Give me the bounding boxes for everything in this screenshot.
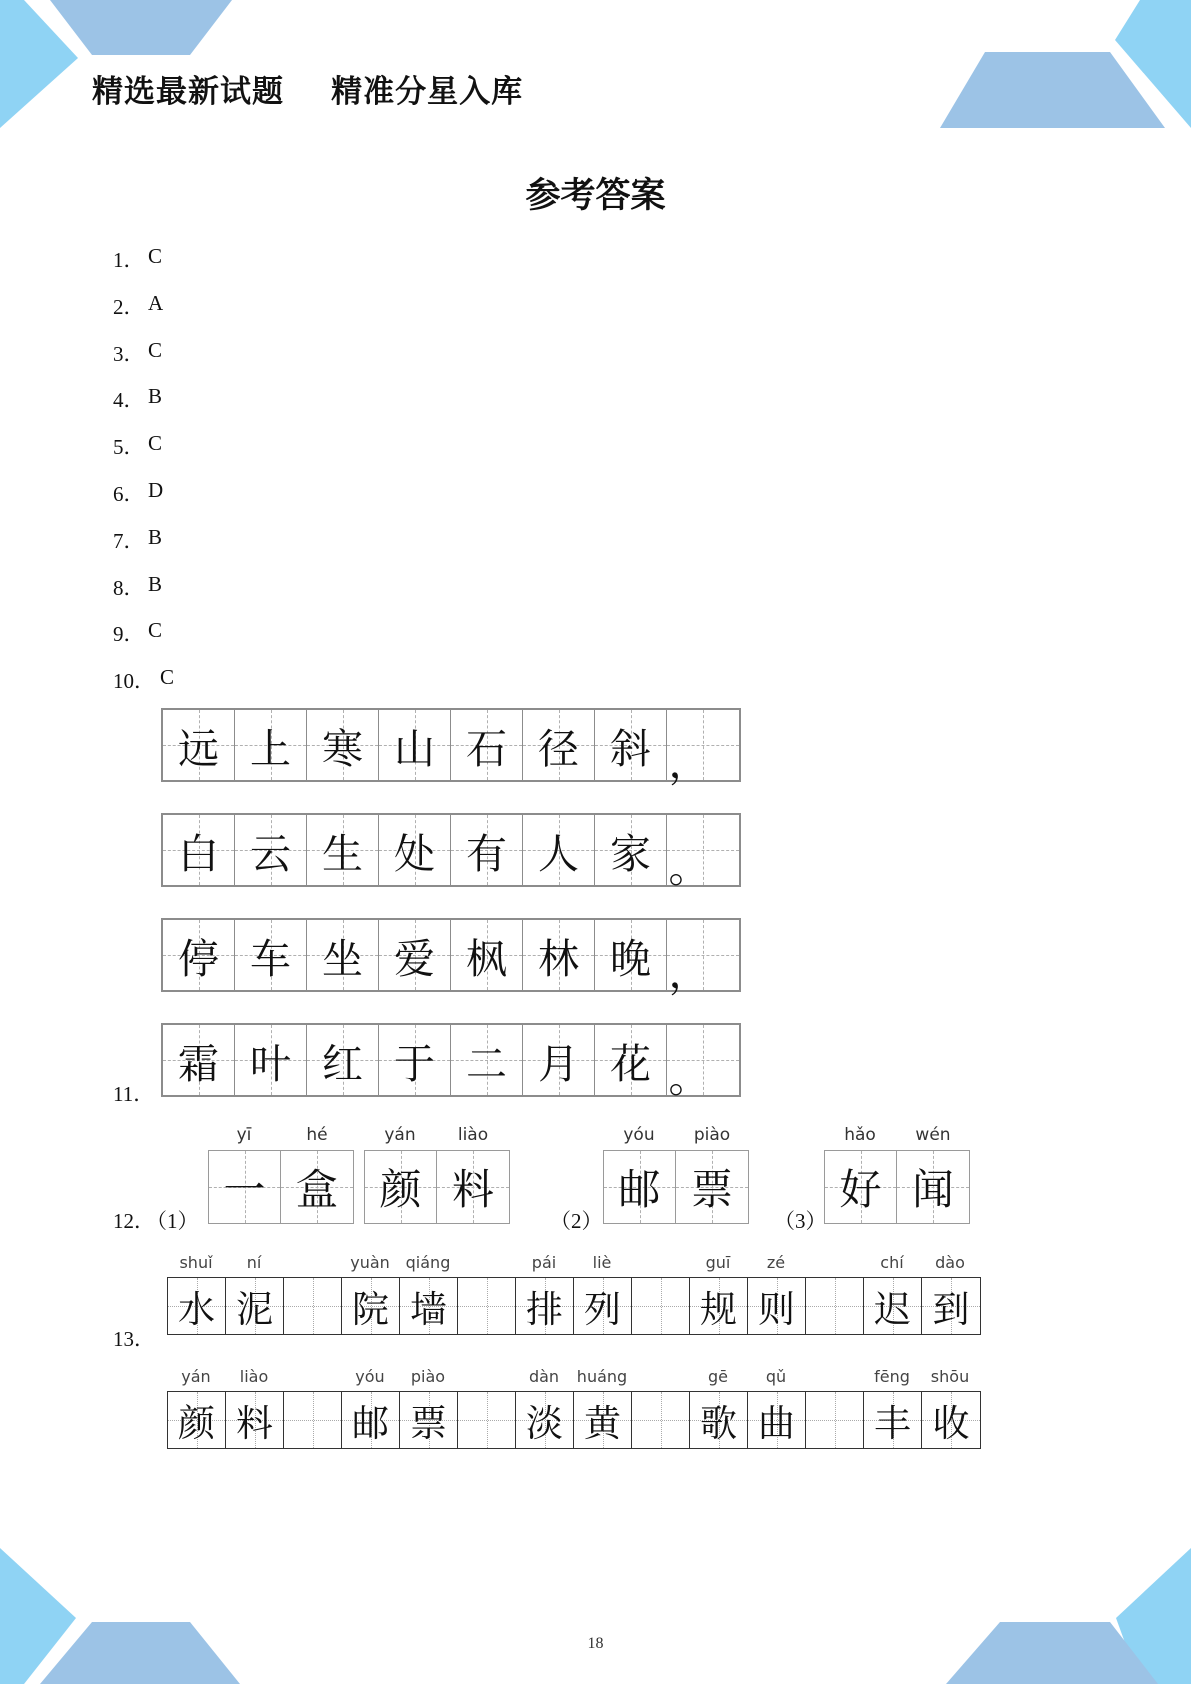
poem-line-grid — [161, 1023, 741, 1102]
word-char-cell — [604, 1151, 676, 1223]
poem-char: 石 — [466, 724, 507, 773]
word-char-cell — [365, 1151, 437, 1223]
word-char-cell — [574, 1392, 632, 1448]
poem-char-cell — [163, 815, 235, 885]
word-char-cell — [400, 1392, 458, 1448]
pinyin-label: yán — [384, 1125, 416, 1145]
word-char: 颜 — [178, 1402, 215, 1445]
word-char: 闻 — [911, 1165, 954, 1214]
pinyin-label: ní — [246, 1253, 262, 1272]
word-char: 邮 — [352, 1402, 389, 1445]
empty-cell — [632, 1278, 690, 1334]
answer-number: 8． — [113, 575, 145, 600]
word-char: 曲 — [758, 1402, 795, 1445]
word-char-cell — [825, 1151, 897, 1223]
poem-char-cell — [235, 1025, 307, 1095]
answer-choice: C — [148, 618, 163, 643]
answer-choice: C — [148, 431, 163, 456]
poem-char-cell — [523, 710, 595, 780]
pinyin-label: hǎo — [844, 1125, 876, 1145]
pinyin-label: huáng — [576, 1367, 628, 1386]
word-box — [824, 1150, 970, 1224]
poem-char-cell — [307, 710, 379, 780]
pinyin-label: shuǐ — [179, 1253, 213, 1272]
empty-cell — [284, 1278, 342, 1334]
pinyin-label: dào — [935, 1253, 965, 1272]
poem-char-cell — [667, 920, 739, 997]
sub-question-label: （2） — [550, 1209, 603, 1233]
answer-number: 2． — [113, 294, 145, 319]
word-char: 邮 — [618, 1165, 661, 1214]
word-char: 淡 — [526, 1402, 563, 1445]
poem-char: 叶 — [250, 1039, 291, 1088]
word-char: 规 — [700, 1288, 737, 1331]
poem-char: 枫 — [466, 934, 507, 983]
word-char: 列 — [584, 1288, 621, 1331]
answer-number: 10． — [113, 669, 155, 694]
question-number: 13． — [113, 1327, 155, 1351]
pinyin-label: shōu — [930, 1367, 970, 1386]
poem-char: 花 — [610, 1039, 651, 1088]
word-char-cell — [748, 1392, 806, 1448]
answer-number: 7． — [113, 528, 145, 553]
word-box — [603, 1150, 749, 1224]
poem-char-cell — [523, 815, 595, 885]
answer-choice: C — [160, 665, 175, 690]
word-char-cell — [676, 1151, 748, 1223]
answer-number: 6． — [113, 482, 145, 506]
poem-char-cell — [307, 815, 379, 885]
poem-line-grid — [161, 918, 741, 997]
word-char: 到 — [932, 1288, 970, 1331]
poem-char: 斜 — [610, 724, 651, 773]
answer-number: 5． — [113, 435, 145, 460]
word-char: 票 — [690, 1165, 733, 1214]
poem-char-cell — [379, 1025, 451, 1095]
poem-char-cell — [595, 1025, 667, 1095]
pinyin-label: liào — [239, 1367, 269, 1386]
pinyin-label: piào — [410, 1367, 446, 1386]
poem-char-cell — [667, 1025, 739, 1102]
poem-char: 寒 — [322, 724, 363, 773]
empty-cell — [458, 1278, 516, 1334]
pinyin-label: zé — [766, 1253, 786, 1272]
word-char-cell — [690, 1278, 748, 1334]
word-char-cell — [864, 1278, 922, 1334]
poem-char-cell — [379, 710, 451, 780]
word-row-grid — [167, 1277, 981, 1335]
sub-question-label: （3） — [774, 1209, 827, 1233]
poem-char-cell — [451, 815, 523, 885]
word-char: 一 — [223, 1165, 266, 1214]
poem-char-cell — [307, 920, 379, 990]
pinyin-label: wén — [915, 1125, 951, 1145]
poem-char: 远 — [178, 724, 219, 773]
answer-number: 9． — [113, 622, 145, 647]
word-char-cell — [342, 1392, 400, 1448]
poem-char-cell — [163, 710, 235, 780]
poem-char-cell — [667, 710, 739, 787]
word-char: 歌 — [700, 1402, 737, 1445]
empty-cell — [284, 1392, 342, 1448]
poem-char-cell — [163, 1025, 235, 1095]
word-char-cell — [281, 1151, 353, 1223]
answer-number: 4． — [113, 388, 145, 413]
pinyin-label: yóu — [355, 1367, 385, 1386]
poem-char-cell — [451, 920, 523, 990]
poem-char: 人 — [538, 829, 579, 878]
word-char: 料 — [451, 1165, 494, 1214]
word-char: 迟 — [874, 1288, 911, 1331]
poem-char: 红 — [322, 1039, 363, 1088]
poem-char: 生 — [322, 829, 363, 878]
poem-char: 。 — [668, 843, 710, 892]
poem-char: 有 — [466, 829, 507, 878]
word-char: 泥 — [236, 1288, 273, 1331]
word-char: 盒 — [295, 1165, 338, 1214]
word-char: 黄 — [584, 1402, 621, 1445]
header-slogan: 精选最新试题 精准分星入库 — [92, 74, 524, 110]
word-char-cell — [516, 1278, 574, 1334]
poem-char: 坐 — [322, 934, 363, 983]
pinyin-label: qǔ — [765, 1367, 787, 1386]
pinyin-label: piào — [693, 1125, 731, 1145]
poem-char: 云 — [250, 829, 291, 878]
poem-char-cell — [235, 920, 307, 990]
pinyin-label: dàn — [528, 1367, 560, 1386]
question-number: 11． — [113, 1082, 155, 1106]
poem-char-cell — [595, 815, 667, 885]
answer-choice: D — [148, 478, 164, 502]
empty-cell — [806, 1392, 864, 1448]
poem-char-cell — [235, 815, 307, 885]
word-char: 水 — [178, 1288, 215, 1331]
word-row-grid — [167, 1391, 981, 1449]
word-char-cell — [748, 1278, 806, 1334]
poem-char-cell — [451, 710, 523, 780]
poem-char-cell — [379, 815, 451, 885]
empty-cell — [632, 1392, 690, 1448]
answer-choice: A — [148, 290, 164, 315]
poem-char: 二 — [466, 1039, 507, 1088]
pinyin-label: qiáng — [405, 1253, 451, 1272]
poem-char: 。 — [668, 1053, 710, 1102]
pinyin-label: yuàn — [350, 1253, 390, 1272]
word-char-cell — [897, 1151, 969, 1223]
pinyin-label: yán — [181, 1367, 211, 1386]
answer-choice: B — [148, 524, 163, 549]
poem-char: 山 — [394, 724, 435, 773]
word-char-cell — [922, 1278, 980, 1334]
poem-char-cell — [451, 1025, 523, 1095]
poem-char: 上 — [250, 724, 291, 773]
word-char-cell — [226, 1278, 284, 1334]
answer-number: 1． — [113, 248, 145, 272]
page-number: 18 — [587, 1635, 604, 1652]
poem-char-cell — [523, 920, 595, 990]
answer-choice: B — [148, 571, 163, 596]
empty-cell — [806, 1278, 864, 1334]
poem-char-cell — [307, 1025, 379, 1095]
word-box — [364, 1150, 510, 1224]
poem-char: ， — [668, 738, 710, 787]
word-char: 则 — [758, 1288, 795, 1331]
word-char-cell — [516, 1392, 574, 1448]
answer-choice: C — [148, 244, 163, 268]
word-char: 墙 — [410, 1288, 447, 1331]
poem-char: 爱 — [394, 934, 435, 983]
poem-char: 家 — [610, 829, 651, 878]
poem-char: 林 — [538, 934, 579, 983]
word-char-cell — [226, 1392, 284, 1448]
poem-char-cell — [595, 920, 667, 990]
poem-char: 停 — [178, 934, 219, 983]
pinyin-label: gē — [708, 1367, 728, 1386]
poem-char: 白 — [178, 829, 219, 878]
word-char: 颜 — [379, 1165, 422, 1214]
poem-char: ， — [668, 948, 710, 997]
word-char-cell — [400, 1278, 458, 1334]
word-char-cell — [437, 1151, 509, 1223]
poem-char: 月 — [538, 1039, 579, 1088]
word-char-cell — [574, 1278, 632, 1334]
empty-cell — [458, 1392, 516, 1448]
word-char-cell — [209, 1151, 281, 1223]
answer-number: 3． — [113, 341, 145, 366]
pinyin-label: chí — [880, 1253, 904, 1272]
word-char: 料 — [236, 1402, 273, 1445]
pinyin-label: guī — [705, 1253, 731, 1272]
poem-char-cell — [595, 710, 667, 780]
question-number: 12． — [113, 1209, 155, 1233]
word-char: 票 — [410, 1402, 447, 1445]
poem-char: 径 — [538, 724, 579, 773]
poem-char: 处 — [394, 829, 435, 878]
word-char: 收 — [932, 1402, 970, 1445]
poem-char: 车 — [250, 934, 291, 983]
word-char-cell — [690, 1392, 748, 1448]
sub-question-label: （1） — [146, 1209, 199, 1233]
poem-line-grid — [161, 708, 741, 787]
pinyin-label: liè — [592, 1253, 612, 1272]
pinyin-label: liào — [457, 1125, 489, 1145]
pinyin-label: hé — [306, 1125, 328, 1145]
page-title: 参考答案 — [525, 176, 666, 216]
poem-char-cell — [379, 920, 451, 990]
word-box — [208, 1150, 354, 1224]
poem-char: 晚 — [610, 934, 651, 983]
pinyin-label: pái — [531, 1253, 557, 1272]
poem-char-cell — [523, 1025, 595, 1095]
pinyin-label: yóu — [623, 1125, 655, 1145]
word-char: 丰 — [874, 1402, 911, 1445]
pinyin-label: yī — [236, 1125, 252, 1145]
poem-char-cell — [235, 710, 307, 780]
poem-char: 于 — [394, 1039, 435, 1088]
word-char-cell — [168, 1392, 226, 1448]
word-char: 好 — [839, 1165, 882, 1214]
word-char-cell — [168, 1278, 226, 1334]
word-char: 院 — [352, 1288, 389, 1331]
poem-char-cell — [667, 815, 739, 892]
poem-char: 霜 — [178, 1039, 219, 1088]
word-char: 排 — [526, 1288, 563, 1331]
answer-choice: C — [148, 337, 163, 362]
poem-line-grid — [161, 813, 741, 892]
word-char-cell — [342, 1278, 400, 1334]
word-char-cell — [922, 1392, 980, 1448]
poem-char-cell — [163, 920, 235, 990]
word-char-cell — [864, 1392, 922, 1448]
answer-choice: B — [148, 384, 163, 409]
pinyin-label: fēng — [874, 1367, 910, 1386]
